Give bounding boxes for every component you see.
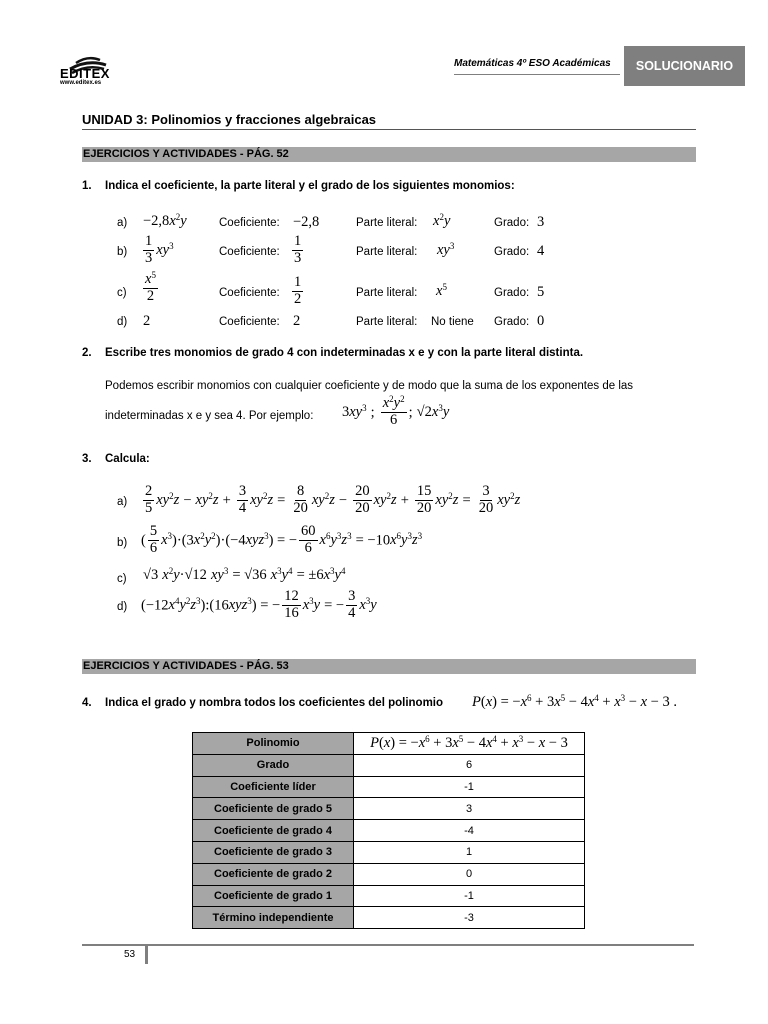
coef-label: Coeficiente:: [219, 217, 280, 229]
table-header-cell: Polinomio: [193, 733, 354, 755]
footer-tick: [145, 944, 148, 964]
row-letter: b): [117, 537, 128, 549]
grado-label: Grado:: [494, 287, 530, 299]
question-1: [82, 180, 682, 196]
table-header-cell: Coeficiente de grado 1: [193, 885, 354, 907]
grado-value: 0: [537, 313, 545, 329]
header-divider: [454, 74, 620, 75]
table-header-cell: Coeficiente de grado 4: [193, 820, 354, 842]
table-row: [193, 776, 585, 798]
table-row: [193, 733, 585, 755]
unit-title: UNIDAD 3: Polinomios y fracciones algebraicas: [82, 112, 377, 127]
grado-value: 5: [537, 284, 545, 300]
question-number: 2.: [82, 347, 92, 359]
coef-label: Coeficiente:: [219, 287, 280, 299]
table-header-cell: Grado: [193, 754, 354, 776]
table-header-cell: Coeficiente de grado 5: [193, 798, 354, 820]
row-letter: a): [117, 496, 128, 508]
table-value-cell: -3: [354, 907, 585, 929]
coef-value: $\frac{1}{3}$: [294, 233, 302, 266]
literal-label: Parte literal:: [356, 316, 418, 328]
table-value-cell: -1: [354, 885, 585, 907]
monomial-c: $\frac{x^5}{2}$: [145, 270, 156, 304]
grado-value: 3: [537, 214, 545, 230]
grado-value: 4: [537, 243, 545, 259]
table-value-cell: -4: [354, 820, 585, 842]
grado-label: Grado:: [494, 316, 530, 328]
table-header-cell: Coeficiente líder: [193, 776, 354, 798]
question-number: 3.: [82, 453, 92, 465]
row-letter: c): [117, 287, 127, 299]
question-text: Indica el grado y nombra todos los coeficientes del polinomio: [105, 697, 444, 709]
question-4: [82, 697, 482, 713]
calc-d: $(-12x^4y^2z^3):(16xyz^3)$ = − $\frac{12}{16}$ $x^3y$ = − $\frac{3}{4}$ $x^3y$: [141, 588, 377, 621]
literal-value: No tiene: [431, 316, 474, 328]
calc-a: $\frac{2}{5}$ $xy^2z - xy^2z$ + $\frac{3}{4}$ $xy^2z$ = $\frac{8}{20}$ $xy^2z$ − $\frac{20}{20}$ $xy^2z$ + $\frac{15}{20}$ $xy^2z$ = $\frac{3}{20}$ $xy^2z$: [145, 483, 521, 516]
monomial-d: 2: [143, 313, 151, 329]
subject-title: Matemáticas 4º ESO Académicas: [454, 58, 611, 69]
coef-label: Coeficiente:: [219, 316, 280, 328]
literal-value: $x^2y$: [433, 212, 451, 229]
table-row: [193, 820, 585, 842]
answer-text: indeterminadas x e y sea 4. Por ejemplo:: [105, 410, 314, 422]
row-letter: d): [117, 601, 128, 613]
calc-c: √3 $x^2y\cdot√12$ $xy^3 = √36$ $x^3y^4 = \pm 6x^3y^4$: [143, 566, 346, 583]
answer-examples: $3xy^3$ ; $\frac{x^2y^2}{6}$ ; $√2x^3y$: [342, 394, 450, 428]
literal-label: Parte literal:: [356, 217, 418, 229]
table-row: [193, 841, 585, 863]
table-row: [193, 798, 585, 820]
solucionario-badge: SOLUCIONARIO: [624, 46, 745, 86]
table-header-cell: Coeficiente de grado 2: [193, 863, 354, 885]
table-row: [193, 754, 585, 776]
grado-label: Grado:: [494, 217, 530, 229]
row-letter: c): [117, 573, 127, 585]
question-text: Escribe tres monomios de grado 4 con indeterminadas x e y con la parte literal distinta.: [105, 347, 584, 359]
table-value-cell: 0: [354, 863, 585, 885]
table-value-cell: $P(x) = -x^6 + 3x^5 - 4x^4 + x^3 - x - 3$: [354, 733, 585, 755]
row-letter: d): [117, 316, 128, 328]
monomial-b: $\frac{1}{3}$ $xy^3$: [145, 233, 174, 266]
table-row: [193, 863, 585, 885]
question-2: [82, 347, 702, 363]
literal-label: Parte literal:: [356, 246, 418, 258]
monomial-a: $-2,8x^2y$: [143, 212, 187, 229]
literal-value: $x^5$: [436, 282, 447, 299]
table-header-cell: Término independiente: [193, 907, 354, 929]
polynomial-expression: $P(x) = -x^6 + 3x^5 - 4x^4 + x^3 - x - 3$ .: [472, 693, 677, 710]
coefficients-table: [192, 732, 585, 929]
question-number: 1.: [82, 180, 92, 192]
question-text: Indica el coeficiente, la parte literal y el grado de los siguientes monomios:: [105, 180, 515, 192]
row-letter: a): [117, 217, 128, 229]
page-number: 53: [124, 949, 136, 960]
question-3: [82, 453, 282, 469]
table-value-cell: 3: [354, 798, 585, 820]
literal-value: $xy^3$: [437, 241, 455, 258]
literal-label: Parte literal:: [356, 287, 418, 299]
table-value-cell: -1: [354, 776, 585, 798]
table-row: [193, 885, 585, 907]
table-value-cell: 6: [354, 754, 585, 776]
unit-divider: [82, 129, 696, 130]
row-letter: b): [117, 246, 128, 258]
table-value-cell: 1: [354, 841, 585, 863]
calc-b: ( $\frac{5}{6}$ $x^3)\cdot(3x^2y^2)\cdot(-4xyz^3)$ = − $\frac{60}{6}$ $x^6y^3z^3 = -10x^6y^3z^3$: [141, 523, 423, 556]
coef-value: −2,8: [293, 214, 320, 230]
answer-text: Podemos escribir monomios con cualquier coeficiente y de modo que la suma de los exponentes de las: [105, 380, 634, 392]
question-text: Calcula:: [105, 453, 150, 465]
table-header-cell: Coeficiente de grado 3: [193, 841, 354, 863]
coef-value: $\frac{1}{2}$: [294, 274, 302, 307]
coef-label: Coeficiente:: [219, 246, 280, 258]
grado-label: Grado:: [494, 246, 530, 258]
footer-divider: [82, 944, 694, 946]
publisher-url: www.editex.es: [60, 80, 102, 86]
section-band-p53: EJERCICIOS Y ACTIVIDADES - PÁG. 53: [82, 659, 696, 674]
question-number: 4.: [82, 697, 92, 709]
publisher-name: EDITEX: [60, 66, 110, 81]
table-row: [193, 907, 585, 929]
section-band-p52: EJERCICIOS Y ACTIVIDADES - PÁG. 52: [82, 147, 696, 162]
coef-value: 2: [293, 313, 301, 329]
